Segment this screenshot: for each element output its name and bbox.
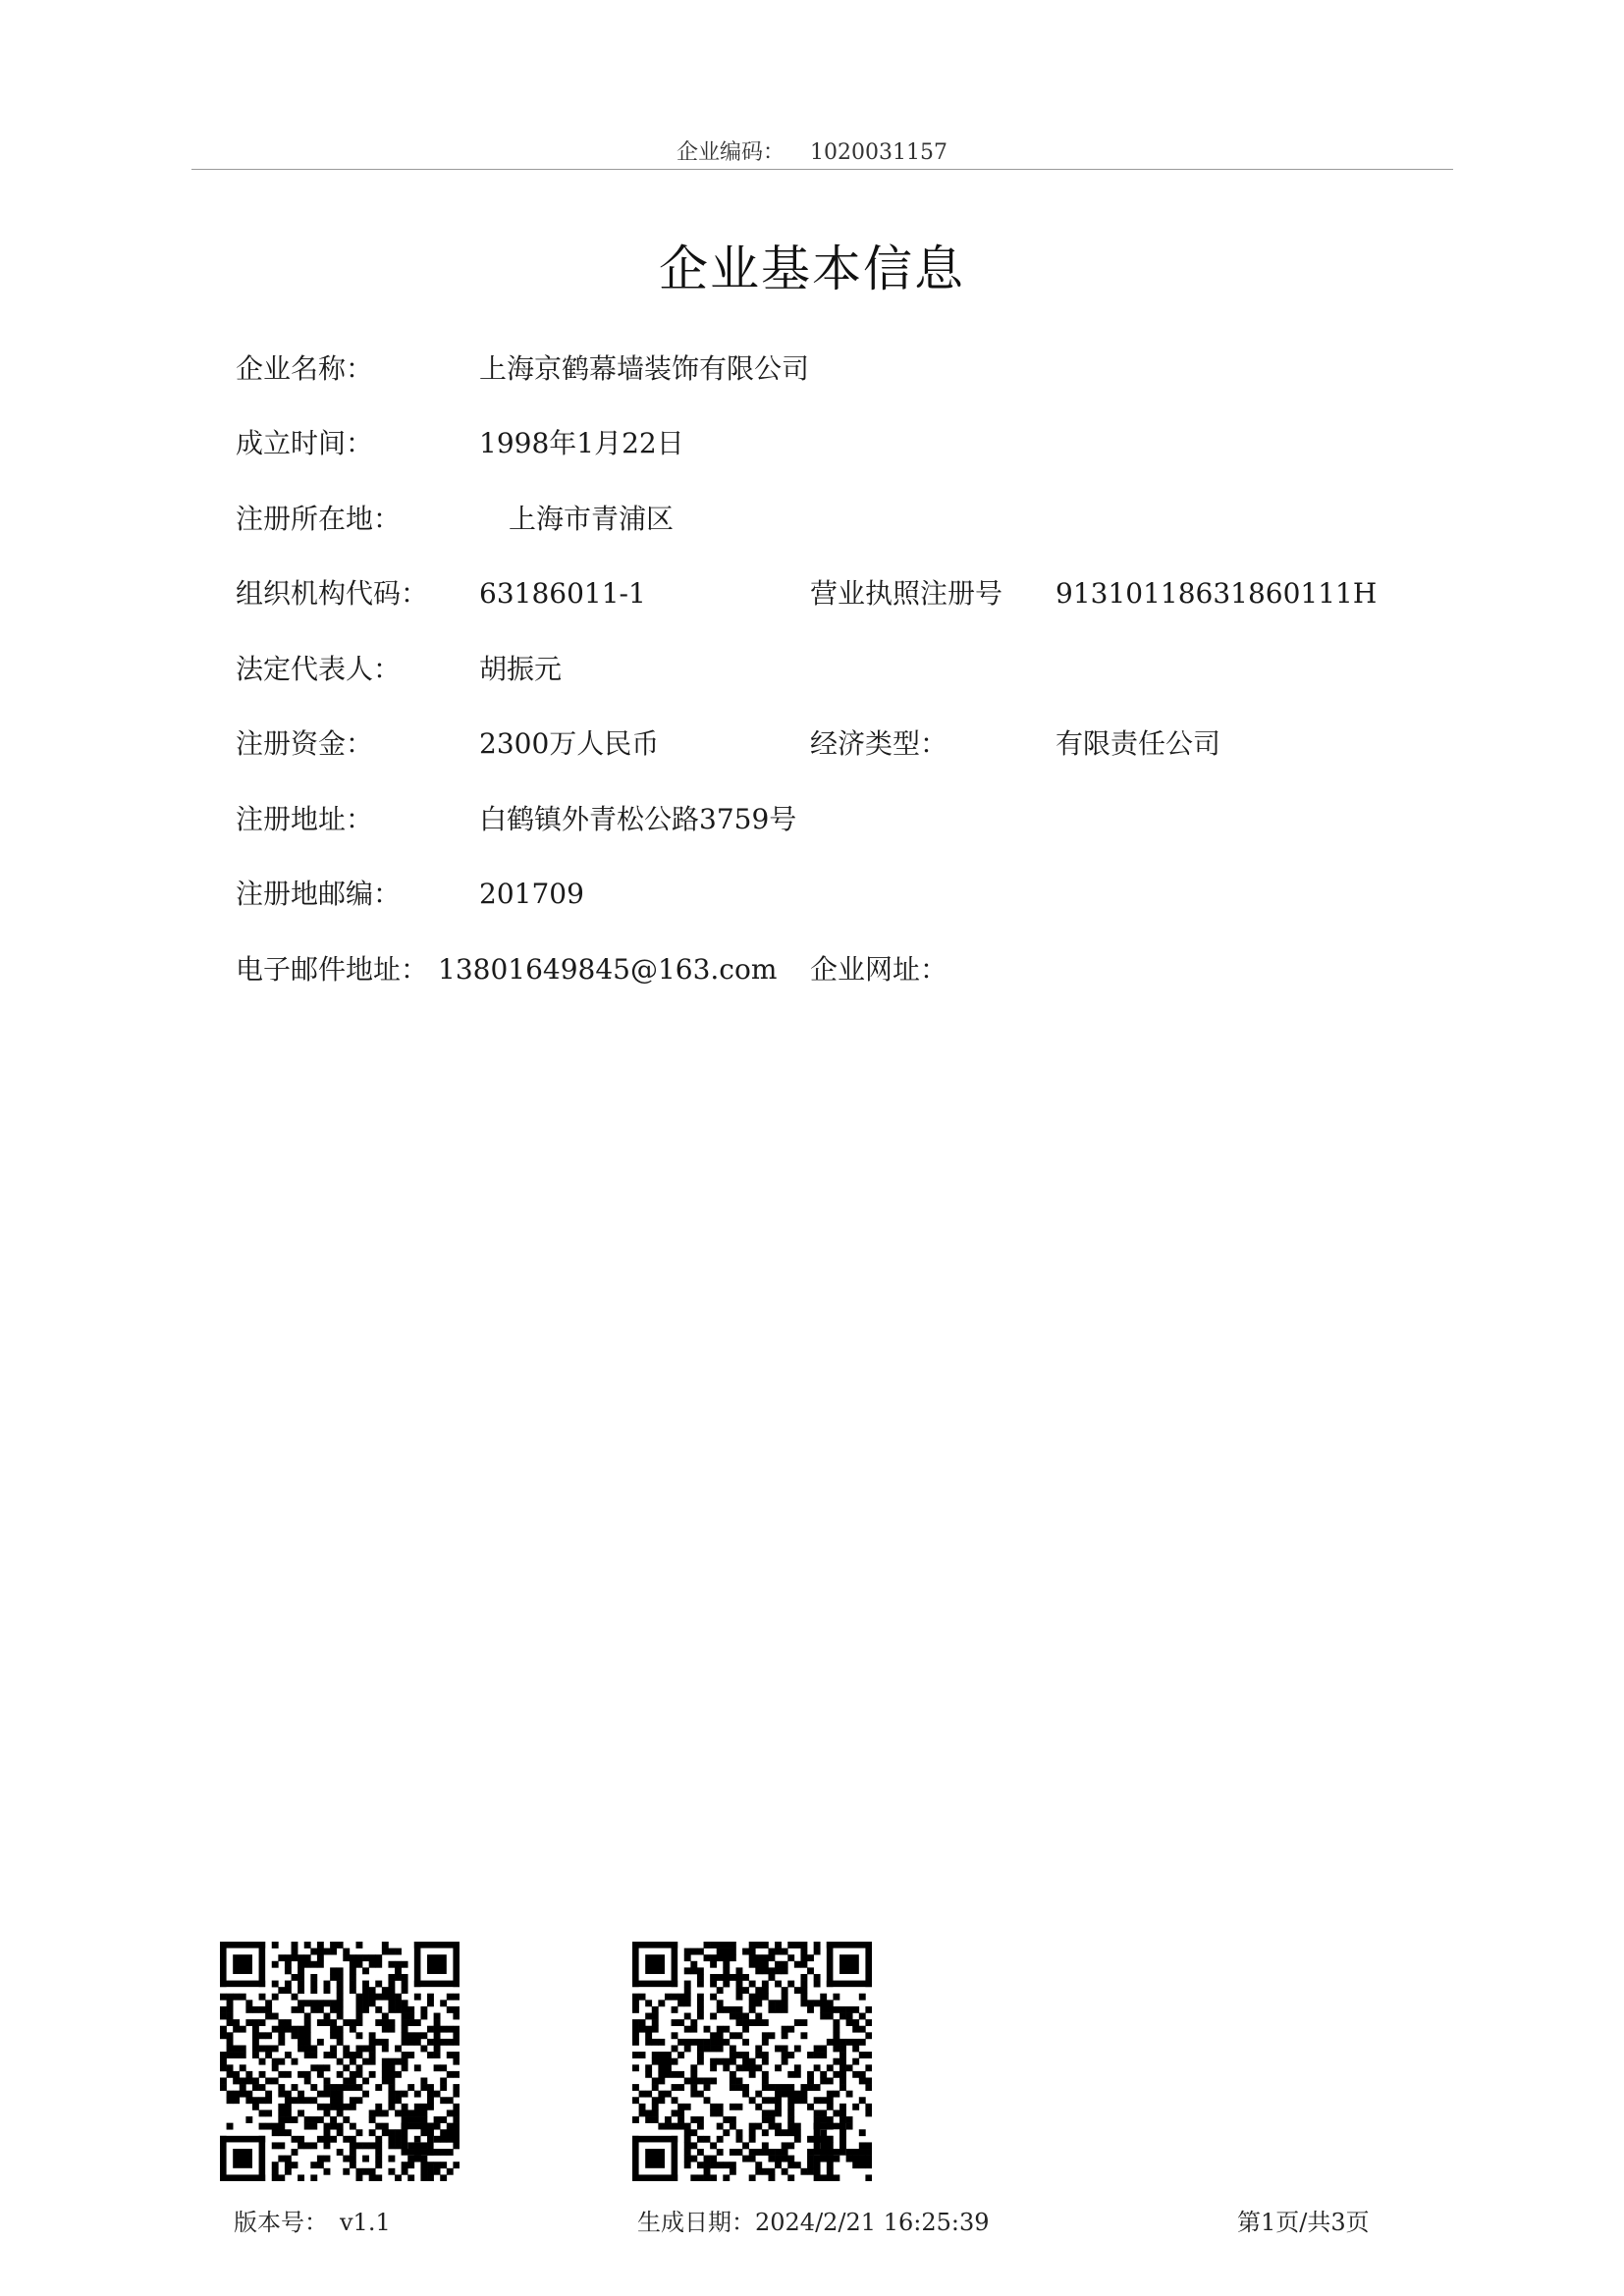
page-title: 企业基本信息 xyxy=(659,240,965,297)
field-label: 法定代表人： xyxy=(236,653,402,685)
field-value-econ-type: 有限责任公司 xyxy=(1056,727,1221,760)
field-value: 13801649845@163.com xyxy=(438,953,778,986)
field-value: 63186011-1 xyxy=(479,577,646,610)
footer-version xyxy=(234,2207,391,2238)
generated-label: 生成日期： xyxy=(637,2209,755,2236)
field-label: 注册地址： xyxy=(236,803,374,835)
field-label-license: 营业执照注册号 xyxy=(810,577,1003,610)
header-divider xyxy=(191,169,1453,170)
version-value: v1.1 xyxy=(340,2209,391,2236)
version-label: 版本号： xyxy=(234,2209,328,2236)
qr-code-left xyxy=(220,1942,460,2181)
page-header xyxy=(0,135,1624,166)
field-value: 1998年1月22日 xyxy=(479,427,684,459)
footer-page-info: 第1页/共3页 xyxy=(1237,2209,1370,2236)
field-value: 上海市青浦区 xyxy=(509,503,675,535)
field-value: 201709 xyxy=(479,878,584,910)
enterprise-code-label: 企业编码： xyxy=(677,140,785,165)
field-label: 注册地邮编： xyxy=(236,878,402,910)
field-label: 电子邮件地址： xyxy=(236,953,429,986)
generated-value: 2024/2/21 16:25:39 xyxy=(755,2209,990,2236)
field-label-econ-type: 经济类型： xyxy=(810,727,948,760)
field-value: 2300万人民币 xyxy=(479,727,660,760)
field-label: 注册所在地： xyxy=(236,503,402,535)
field-value: 上海京鹤幕墙装饰有限公司 xyxy=(479,352,810,385)
qr-code-right xyxy=(632,1942,872,2181)
field-label: 成立时间： xyxy=(236,427,374,459)
field-value: 胡振元 xyxy=(479,653,563,685)
field-value: 白鹤镇外青松公路3759号 xyxy=(479,803,797,835)
field-label: 企业名称： xyxy=(236,352,374,385)
field-label-website: 企业网址： xyxy=(810,953,948,986)
field-label: 注册资金： xyxy=(236,727,374,760)
field-value-license: 91310118631860111H xyxy=(1056,577,1378,610)
field-label: 组织机构代码： xyxy=(236,577,429,610)
footer-generated-date xyxy=(637,2207,989,2238)
enterprise-code-value: 1020031157 xyxy=(810,140,947,165)
